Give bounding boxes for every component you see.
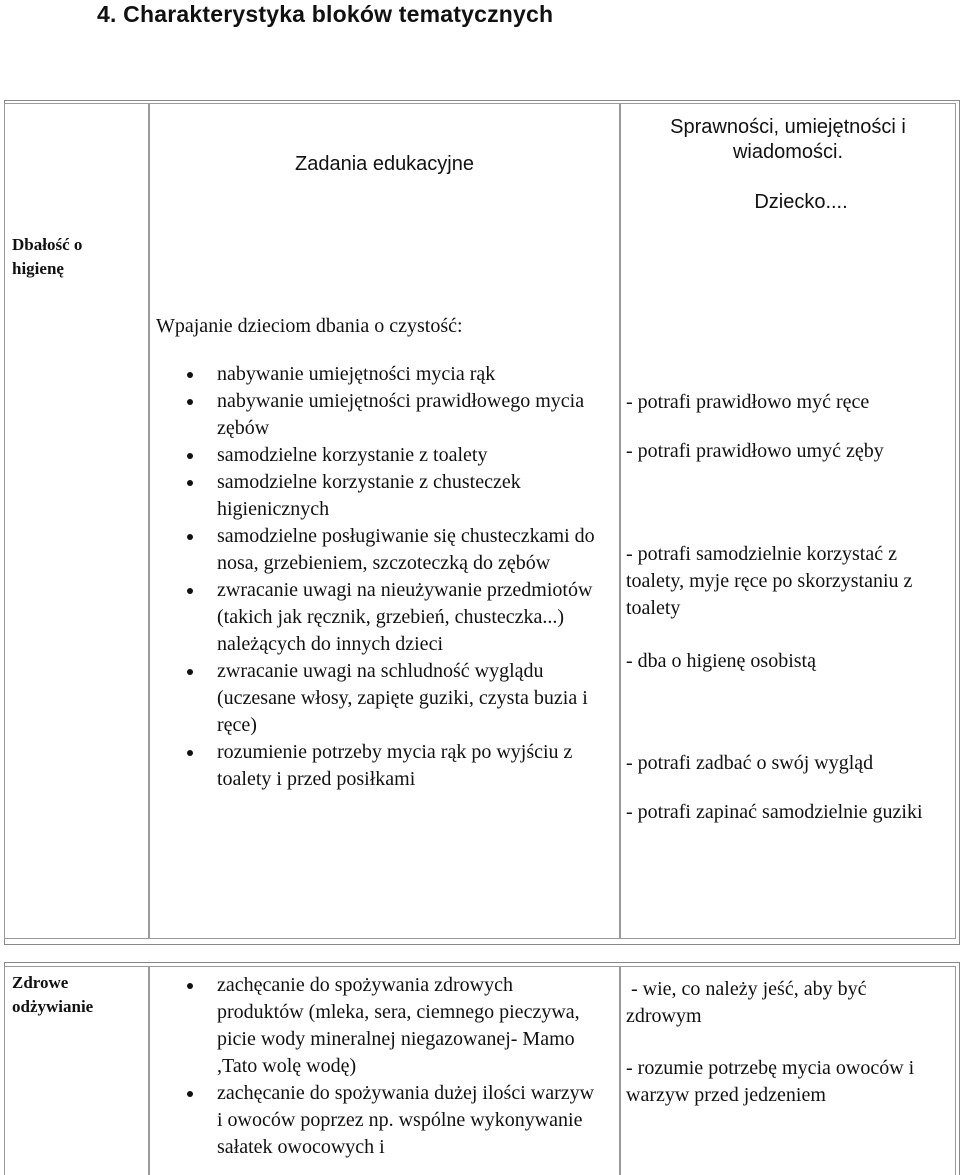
list-item: nabywanie umiejętności prawidłowego mycia zębów (155, 388, 595, 442)
list-item: rozumienie potrzeby mycia rąk po wyjściu z toalety i przed posiłkami (155, 739, 595, 793)
list-item: samodzielne posługiwanie się chusteczkami do nosa, grzebieniem, szczoteczką do zębów (155, 523, 595, 577)
column-header-skills-line: Sprawności, umiejętności i (670, 116, 906, 138)
tasks-list-nutrition (155, 972, 595, 1161)
column-header-skills-line: wiadomości. (732, 141, 844, 163)
list-item: zachęcanie do spożywania zdrowych produktów (mleka, sera, ciemnego pieczywa, picie wody mineralnej niegazowanej- Mamo ,Tato wolę wodę) (155, 972, 595, 1080)
row-label-line: Zdrowe (12, 973, 69, 992)
skill-item: - potrafi zapinać samodzielnie guziki (626, 801, 923, 823)
column-header-tasks: Zadania edukacyjne (294, 153, 474, 175)
list-item: zwracanie uwagi na nieużywanie przedmiotów (takich jak ręcznik, grzebień, chusteczka...) należących do innych dzieci (155, 577, 595, 658)
list-item: samodzielne korzystanie z chusteczek higienicznych (155, 469, 595, 523)
tasks-intro: Wpajanie dzieciom dbania o czystość: (156, 315, 463, 337)
skill-item: - potrafi prawidłowo umyć zęby (626, 440, 884, 462)
tasks-list-hygiene (155, 361, 595, 793)
section-heading: 4. Charakterystyka bloków tematycznych (97, 1, 554, 27)
skill-item: - potrafi zadbać o swój wygląd (626, 752, 874, 774)
column-header-skills-child: Dziecko.... (754, 191, 848, 213)
skill-item: - potrafi samodzielnie korzystać z toalety, myje ręce po skorzystaniu z toalety (626, 543, 913, 619)
skill-item: - rozumie potrzebę mycia owoców i warzyw przed jedzeniem (626, 1057, 915, 1106)
skill-item: - potrafi prawidłowo myć ręce (626, 391, 870, 413)
row-label-hygiene (12, 233, 82, 281)
skill-item: - dba o higienę osobistą (626, 650, 816, 672)
list-item: zwracanie uwagi na schludność wyglądu (uczesane włosy, zapięte guziki, czysta buzia i ręce) (155, 658, 595, 739)
row-label-line: higienę (12, 259, 64, 278)
column-header-skills (622, 115, 954, 215)
list-item: zachęcanie do spożywania dużej ilości warzyw i owoców poprzez np. wspólne wykonywanie sałatek owocowych i (155, 1080, 595, 1161)
row-label-line: Dbałość o (12, 235, 83, 254)
row-label-nutrition (12, 971, 93, 1019)
list-item: nabywanie umiejętności mycia rąk (155, 361, 595, 388)
cell-label-hygiene (4, 103, 149, 939)
list-item: samodzielne korzystanie z toalety (155, 442, 595, 469)
skill-item: - wie, co należy jeść, aby być zdrowym (626, 978, 872, 1027)
row-label-line: odżywianie (12, 997, 94, 1016)
